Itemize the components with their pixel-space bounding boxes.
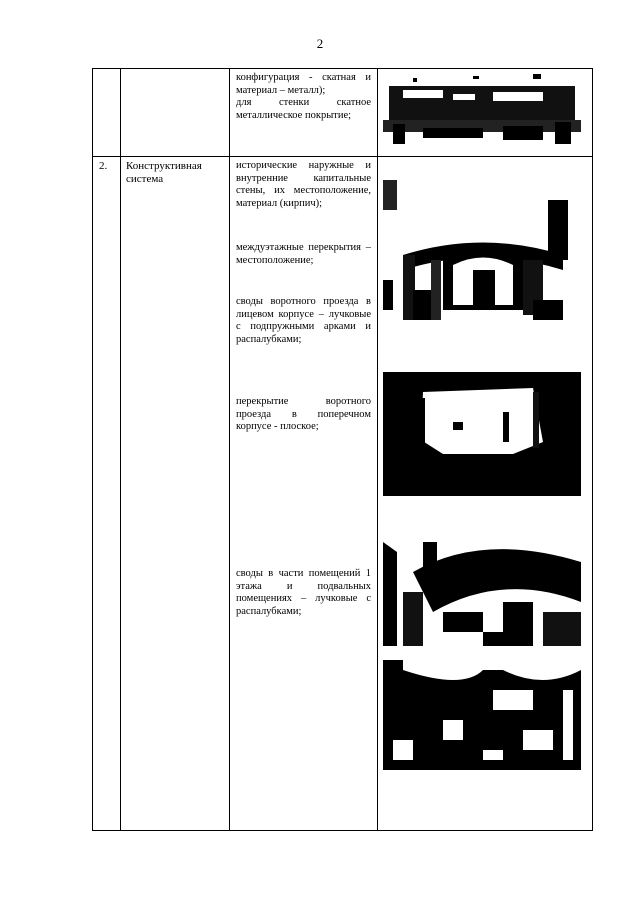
page-number: 2 <box>316 36 324 51</box>
ceiling-photo-2 <box>383 372 581 496</box>
text-line: для стенки скатное <box>236 97 371 109</box>
vault-photo-3 <box>383 542 581 646</box>
row-name-line: Конструктивная <box>126 160 202 172</box>
text-line: конфигурация - скатная и <box>236 72 371 83</box>
row-name-line: система <box>126 172 164 185</box>
gate-ceiling-paragraph: перекрытие воротного проезда в поперечном корпусе - плоское; <box>236 396 371 433</box>
table-row-separator <box>92 156 593 157</box>
text-line: металлическое покрытие; <box>236 109 352 121</box>
walls-paragraph: исторические наружные и внутренние капитальные стены, их местоположение, материал (кирпич); <box>236 160 371 209</box>
gate-vaults-paragraph: своды воротного проезда в лицевом корпусе – лучковые с подпружными арками и распалубками; <box>236 296 371 345</box>
continued-row-text <box>236 72 371 122</box>
table-divider-2 <box>229 68 230 831</box>
vault-photo-1 <box>383 160 581 320</box>
table-border-bottom <box>92 830 593 831</box>
table-border-top <box>92 68 593 69</box>
text-line: материал – металл); <box>236 84 326 96</box>
room-vaults-paragraph: своды в части помещений 1 этажа и подвальных помещениях – лучковые с распалубками; <box>236 568 371 617</box>
table-border-right <box>592 68 593 831</box>
floors-paragraph: междуэтажные перекрытия – местоположение; <box>236 242 371 266</box>
cellar-photo-4 <box>383 660 581 770</box>
row-name <box>126 160 202 185</box>
table-divider-3 <box>377 68 378 831</box>
roof-photo <box>383 72 581 148</box>
table-border-left <box>92 68 93 831</box>
row-number: 2. <box>99 160 108 172</box>
table-divider-1 <box>120 68 121 831</box>
